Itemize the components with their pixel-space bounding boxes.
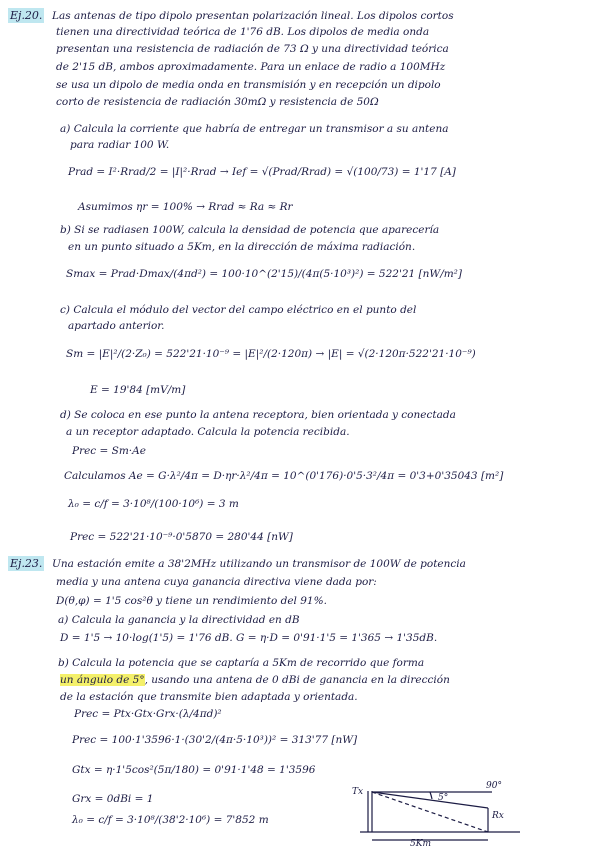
ex20-c-equation-2: E = 19'84 [mV/m] <box>90 384 186 396</box>
ex20-a-equation-2: Asumimos ηr = 100% → Rrad ≈ Ra ≈ Rr <box>78 201 293 213</box>
ex23-intro-line-3: D(θ,φ) = 1'5 cos²θ y tiene un rendimiento del 91%. <box>56 595 327 607</box>
ex20-d-question-1: d) Se coloca en ese punto la antena receptora, bien orientada y conectada <box>60 409 456 421</box>
ex20-a-question-2: para radiar 100 W. <box>70 139 170 151</box>
tx-label: Tx <box>352 787 364 797</box>
ex20-d-question-2: a un receptor adaptado. Calcula la potencia recibida. <box>66 426 350 438</box>
ex23-b-equation-3: Gtx = η·1'5cos²(5π/180) = 0'91·1'48 = 1'3596 <box>72 764 316 776</box>
ex20-a-question-1: a) Calcula la corriente que habría de entregar un transmisor a su antena <box>60 123 449 135</box>
ex20-b-equation: Smax = Prad·Dmax/(4πd²) = 100·10^(2'15)/(4π(5·10³)²) = 522'21 [nW/m²] <box>66 268 462 280</box>
ex20-d-equation-1: Prec = Sm·Ae <box>72 445 146 457</box>
ex20-d-equation-4: Prec = 522'21·10⁻⁹·0'5870 = 280'44 [nW] <box>70 531 293 543</box>
ex23-b-question-1: b) Calcula la potencia que se captaría a 5Km de recorrido que forma <box>58 657 425 669</box>
ex20-intro-line-6: corto de resistencia de radiación 30mΩ y resistencia de 50Ω <box>56 96 379 108</box>
ex23-a-question: a) Calcula la ganancia y la directividad en dB <box>58 614 300 626</box>
ex20-intro-line-4: de 2'15 dB, ambos aproximadamente. Para un enlace de radio a 100MHz <box>56 61 446 73</box>
ex23-b-question-3: de la estación que transmite bien adaptada y orientada. <box>60 691 358 703</box>
line-of-sight <box>372 792 488 808</box>
ex23-intro-line-2: media y una antena cuya ganancia directiva viene dada por: <box>56 576 377 588</box>
ex23-intro-line-1: Una estación emite a 38'2MHz utilizando un transmisor de 100W de potencia <box>52 558 466 570</box>
ex20-intro-line-2: tienen una directividad teórica de 1'76 dB. Los dipolos de media onda <box>56 26 430 38</box>
exercise-20-label: Ej.20. <box>10 9 43 22</box>
ex20-intro-line-3: presentan una resistencia de radiación de 73 Ω y una directividad teórica <box>56 43 449 55</box>
ex20-a-equation-1: Prad = I²·Rrad/2 = |I|²·Rrad → Ief = √(Prad/Rrad) = √(100/73) = 1'17 [A] <box>68 166 456 178</box>
ex23-a-equation: D = 1'5 → 10·log(1'5) = 1'76 dB. G = η·D = 0'91·1'5 = 1'365 → 1'35dB. <box>60 632 438 644</box>
ex20-b-question-1: b) Si se radiasen 100W, calcula la densidad de potencia que aparecería <box>60 224 440 236</box>
ex20-c-question-1: c) Calcula el módulo del vector del campo eléctrico en el punto del <box>60 304 417 316</box>
exercise-23-label: Ej.23. <box>10 557 43 570</box>
ex20-b-question-2: en un punto situado a 5Km, en la dirección de máxima radiación. <box>68 241 416 253</box>
rx-label: Rx <box>492 811 504 821</box>
ex20-d-equation-2: Calculamos Ae = G·λ²/4π = D·ηr·λ²/4π = 10^(0'176)·0'5·3²/4π = 0'3+0'35043 [m²] <box>64 470 504 482</box>
ex23-b-question-2-rest: , usando una antena de 0 dBi de ganancia en la dirección <box>144 674 450 686</box>
ex20-d-equation-3: λ₀ = c/f = 3·10⁸/(100·10⁶) = 3 m <box>68 498 239 510</box>
ex20-intro-line-1: Las antenas de tipo dipolo presentan polarización lineal. Los dipolos cortos <box>52 10 454 22</box>
ex20-c-equation-1: Sm = |E|²/(2·Z₀) = 522'21·10⁻⁹ = |E|²/(2·120π) → |E| = √(2·120π·522'21·10⁻⁹) <box>66 348 476 360</box>
ex20-intro-line-5: se usa un dipolo de media onda en transmisión y en recepción un dipolo <box>56 79 441 91</box>
angle-arc <box>430 792 432 799</box>
ex23-b-equation-2: Prec = 100·1'3596·1·(30'2/(4π·5·10³))² = 313'77 [nW] <box>72 734 358 746</box>
highlighted-angle: un ángulo de 5° <box>60 674 145 686</box>
ex23-b-equation-1: Prec = Ptx·Gtx·Grx·(λ/4πd)² <box>74 708 222 720</box>
ex23-b-equation-5: λ₀ = c/f = 3·10⁸/(38'2·10⁶) = 7'852 m <box>72 814 269 826</box>
angle-label: 5° <box>438 793 449 803</box>
hypotenuse <box>372 792 488 832</box>
distance-label: 5Km <box>410 839 431 848</box>
ex23-b-equation-4: Grx = 0dBi = 1 <box>72 793 154 805</box>
ex20-c-question-2: apartado anterior. <box>68 320 165 332</box>
right-angle-label: 90° <box>486 781 502 791</box>
